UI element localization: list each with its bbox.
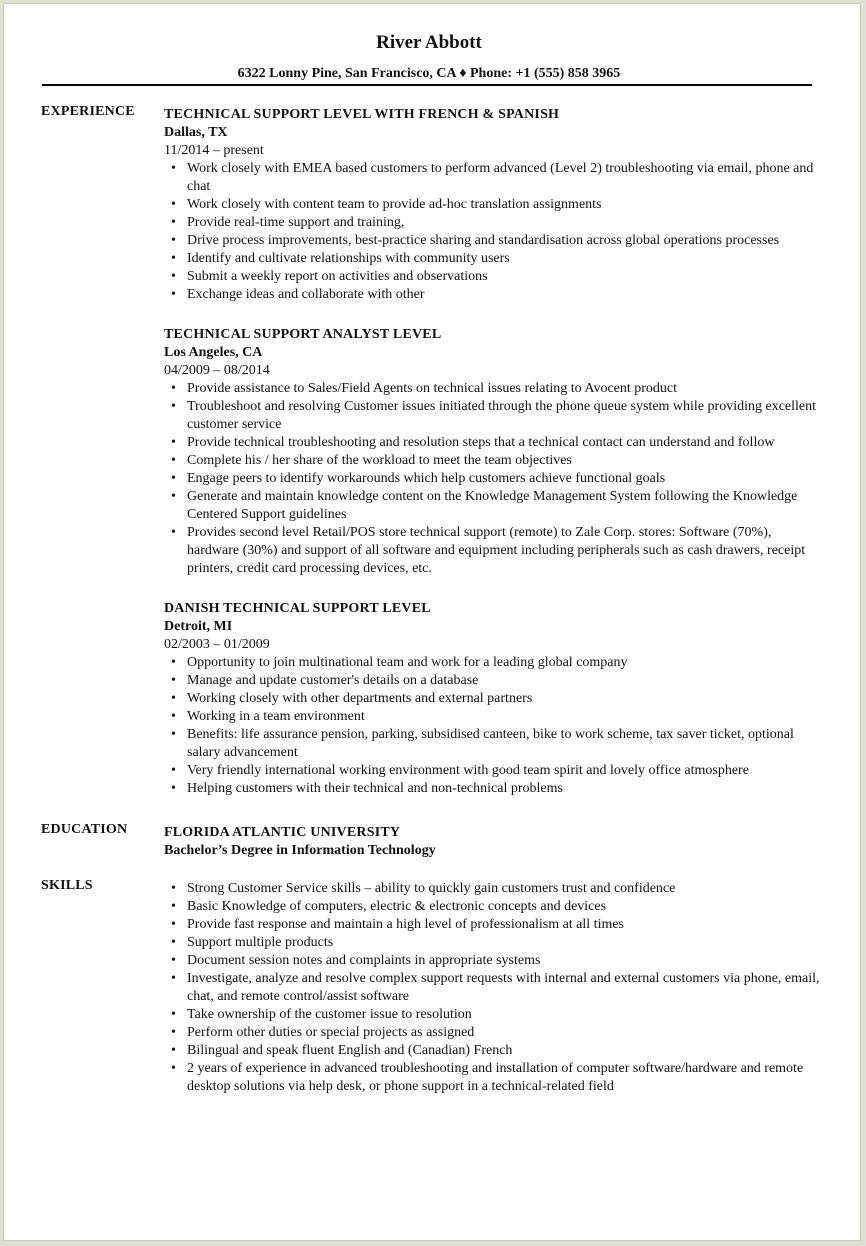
bullet-item: • Benefits: life assurance pension, parking, subsidised canteen, bike to work scheme, tax saver ticket, optional salary advancement (164, 726, 824, 762)
bullet-item: • Provides second level Retail/POS store technical support (remote) to Zale Corp. stores: Software (70%), hardware (30%) and support of all software and equipment including peripherals such as cash drawers, receipt printers, credit card processing devices, etc. (164, 524, 824, 578)
job-title: TECHNICAL SUPPORT LEVEL WITH FRENCH & SPANISH (164, 107, 560, 122)
job-title: DANISH TECHNICAL SUPPORT LEVEL (164, 601, 431, 616)
bullet-item: • Take ownership of the customer issue to resolution (164, 1006, 824, 1024)
candidate-name: River Abbott (376, 32, 482, 53)
bullet-item: • Submit a weekly report on activities and observations (164, 268, 824, 286)
school-name: FLORIDA ATLANTIC UNIVERSITY (164, 825, 401, 840)
bullet-item: • Working closely with other departments and external partners (164, 690, 824, 708)
bullet-item: • Basic Knowledge of computers, electric & electronic concepts and devices (164, 898, 824, 916)
resume-page (3, 3, 861, 1241)
bullet-item: • Manage and update customer's details on a database (164, 672, 824, 690)
skills-heading: SKILLS (41, 878, 93, 893)
job-title: TECHNICAL SUPPORT ANALYST LEVEL (164, 327, 442, 342)
job-location: Dallas, TX (164, 125, 228, 140)
bullet-item: • Work closely with content team to provide ad-hoc translation assignments (164, 196, 824, 214)
job-bullets (164, 654, 824, 798)
bullet-item: • Provide assistance to Sales/Field Agents on technical issues relating to Avocent product (164, 380, 824, 398)
job-entry (164, 106, 824, 304)
bullet-item: • Drive process improvements, best-practice sharing and standardisation across global operations processes (164, 232, 824, 250)
bullet-item: • Very friendly international working environment with good team spirit and lovely office atmosphere (164, 762, 824, 780)
bullet-item: • 2 years of experience in advanced troubleshooting and installation of computer software/hardware and remote desktop solutions via help desk, or phone support in a technical-related field (164, 1060, 824, 1096)
bullet-item: • Generate and maintain knowledge content on the Knowledge Management System following the Knowledge Centered Support guidelines (164, 488, 824, 524)
degree: Bachelor’s Degree in Information Technology (164, 843, 436, 858)
job-location: Detroit, MI (164, 619, 233, 634)
bullet-item: • Complete his / her share of the workload to meet the team objectives (164, 452, 824, 470)
bullet-item: • Identify and cultivate relationships with community users (164, 250, 824, 268)
experience-heading: EXPERIENCE (41, 104, 135, 119)
bullet-item: • Provide real-time support and training, (164, 214, 824, 232)
bullet-item: • Perform other duties or special projects as assigned (164, 1024, 824, 1042)
bullet-item: • Work closely with EMEA based customers to perform advanced (Level 2) troubleshooting via email, phone and chat (164, 160, 824, 196)
job-bullets (164, 380, 824, 578)
bullet-item: • Opportunity to join multinational team and work for a leading global company (164, 654, 824, 672)
bullet-item: • Support multiple products (164, 934, 824, 952)
bullet-item: • Helping customers with their technical and non-technical problems (164, 780, 824, 798)
bullet-item: • Bilingual and speak fluent English and (Canadian) French (164, 1042, 824, 1060)
job-dates: 04/2009 – 08/2014 (164, 363, 270, 378)
bullet-item: • Troubleshoot and resolving Customer issues initiated through the phone queue system while providing excellent customer service (164, 398, 824, 434)
education-entry (164, 824, 824, 860)
bullet-item: • Provide technical troubleshooting and resolution steps that a technical contact can understand and follow (164, 434, 824, 452)
job-location: Los Angeles, CA (164, 345, 263, 360)
bullet-item: • Working in a team environment (164, 708, 824, 726)
contact-line: 6322 Lonny Pine, San Francisco, CA ♦ Phone: +1 (555) 858 3965 (237, 66, 621, 81)
job-dates: 11/2014 – present (164, 143, 264, 158)
education-heading: EDUCATION (41, 822, 128, 837)
job-entry (164, 326, 824, 578)
bullet-item: • Strong Customer Service skills – ability to quickly gain customers trust and confidence (164, 880, 824, 898)
bullet-item: • Provide fast response and maintain a high level of professionalism at all times (164, 916, 824, 934)
bullet-item: • Exchange ideas and collaborate with other (164, 286, 824, 304)
header-divider (42, 84, 812, 86)
bullet-item: • Document session notes and complaints in appropriate systems (164, 952, 824, 970)
skills-bullets (164, 880, 824, 1096)
bullet-item: • Engage peers to identify workarounds which help customers achieve functional goals (164, 470, 824, 488)
job-dates: 02/2003 – 01/2009 (164, 637, 270, 652)
bullet-item: • Investigate, analyze and resolve complex support requests with internal and external customers via phone, email, chat, and remote control/assist software (164, 970, 824, 1006)
job-bullets (164, 160, 824, 304)
job-entry (164, 600, 824, 798)
skills-entry (164, 880, 824, 1096)
